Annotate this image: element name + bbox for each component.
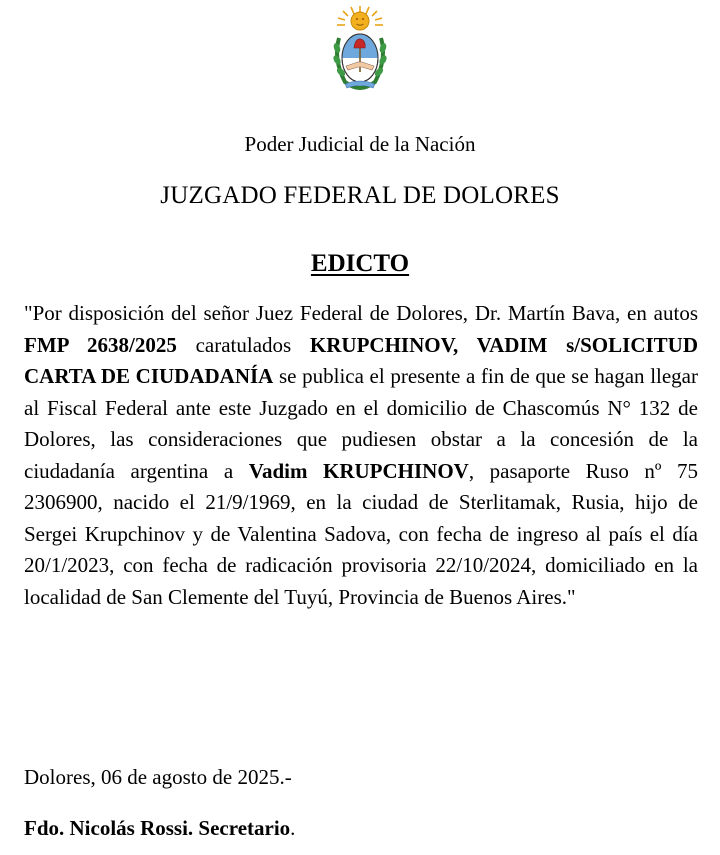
case-title: KRUPCHINOV, VADIM s/SOLICITUD CARTA DE CIUDADANÍA (24, 332, 698, 388)
argentina-coat-of-arms-icon (327, 4, 393, 90)
date-line: Dolores, 06 de agosto de 2025.- (24, 765, 292, 789)
person-name: Vadim KRUPCHINOV (248, 458, 469, 483)
signature-line (24, 815, 295, 841)
signature-tail: . (290, 816, 296, 840)
body-text-part: , pasaporte Ruso nº 75 2306900, nacido el 21/9/1969, en la ciudad de Sterlitamak, Rusia, hijo de Sergei Krupchinov y de Valentina Sadova, con fecha de ingreso al país el día 20/1/2023, con fecha de radicación provisoria 22/10/2024, domiciliado en la localidad de San Clemente del Tuyú, Provincia de Buenos Aires." (24, 458, 698, 609)
sun (351, 12, 369, 30)
institution-name: Poder Judicial de la Nación (244, 132, 476, 156)
body-text-part: caratulados (176, 332, 310, 357)
court-name: JUZGADO FEDERAL DE DOLORES (160, 182, 560, 209)
case-number: FMP 2638/2025 (24, 332, 177, 357)
document-title: EDICTO (310, 250, 410, 277)
body-text-part: se publica el presente a fin de que se hagan llegar al Fiscal Federal ante este Juzgado en el domicilio de Chascomús N° 132 de Dolores, las consideraciones que pudiesen obstar a la concesión de la ciudadanía argentina a (24, 364, 699, 483)
edict-body (24, 298, 698, 613)
body-text-part: "Por disposición del señor Juez Federal de Dolores, Dr. Martín Bava, en autos (24, 301, 698, 325)
signature-name: Fdo. Nicolás Rossi. Secretario (24, 816, 291, 840)
